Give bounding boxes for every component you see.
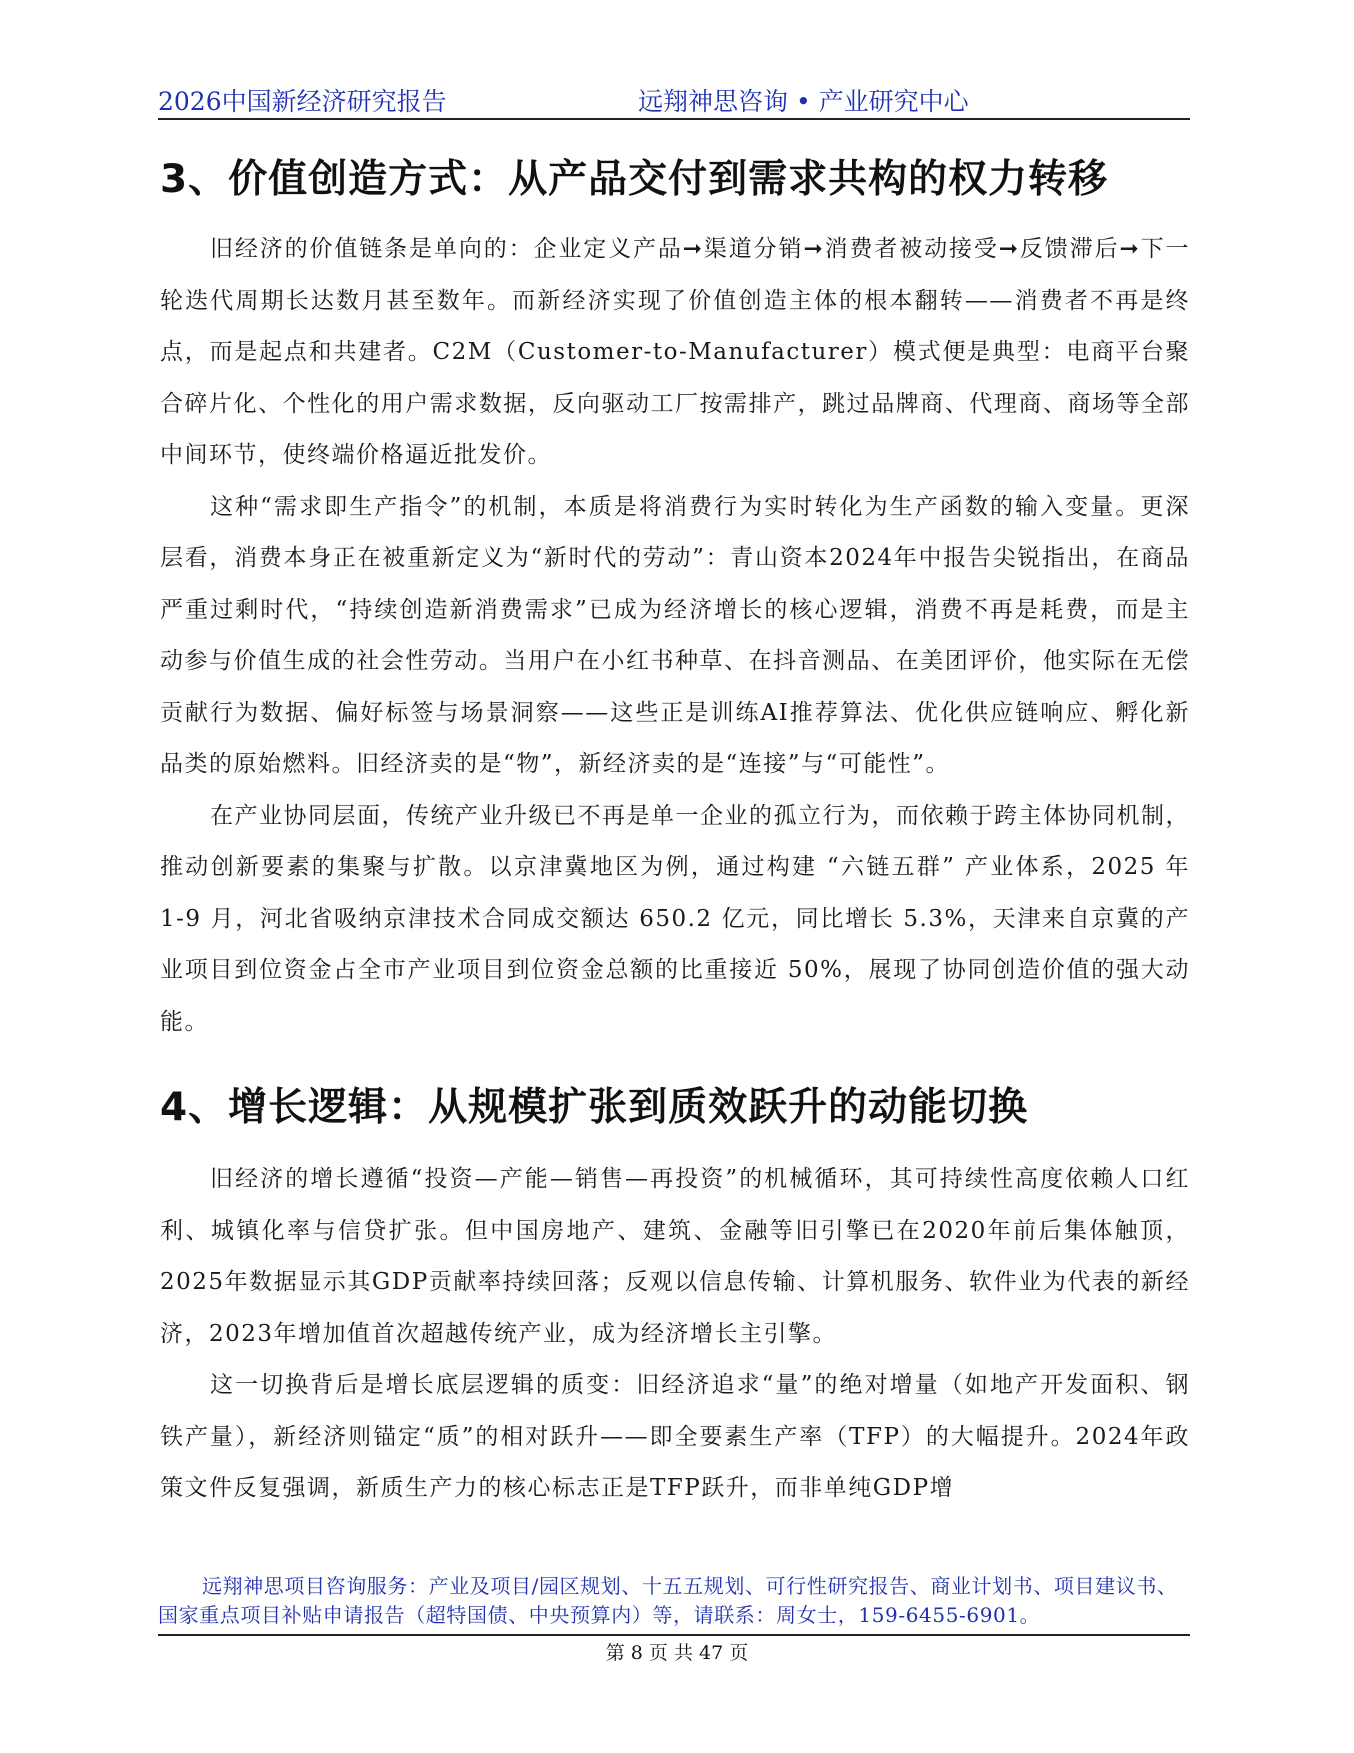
- main-content: [160, 150, 1190, 1515]
- section-3-paragraph-2: 这种“需求即生产指令”的机制，本质是将消费行为实时转化为生产函数的输入变量。更深层看，消费本身正在被重新定义为“新时代的劳动”：青山资本2024年中报告尖锐指出，在商品严重过剩时代，“持续创造新消费需求”已成为经济增长的核心逻辑，消费不再是耗费，而是主动参与价值生成的社会性劳动。当用户在小红书种草、在抖音测品、在美团评价，他实际在无偿贡献行为数据、偏好标签与场景洞察——这些正是训练AI推荐算法、优化供应链响应、孵化新品类的原始燃料。旧经济卖的是“物”，新经济卖的是“连接”与“可能性”。: [160, 493, 1190, 777]
- section-3-paragraph-3: 在产业协同层面，传统产业升级已不再是单一企业的孤立行为，而依赖于跨主体协同机制，推动创新要素的集聚与扩散。以京津冀地区为例，通过构建 “六链五群” 产业体系，2025 年 1-9 月，河北省吸纳京津技术合同成交额达 650.2 亿元，同比增长 5.3%，天津来自京冀的产业项目到位资金占全市产业项目到位资金总额的比重接近 50%，展现了协同创造价值的强大动能。: [160, 802, 1190, 1035]
- header-report-title: 2026中国新经济研究报告: [158, 87, 447, 116]
- section-3-title: 3、价值创造方式：从产品交付到需求共构的权力转移: [160, 157, 1109, 202]
- section-4-paragraph-2: 这一切换背后是增长底层逻辑的质变：旧经济追求“量”的绝对增量（如地产开发面积、钢铁产量），新经济则锚定“质”的相对跃升——即全要素生产率（TFP）的大幅提升。2024年政策文件反复强调，新质生产力的核心标志正是TFP跃升，而非单纯GDP增: [160, 1372, 1190, 1501]
- page-header: [158, 78, 1190, 120]
- page-number: 第 8 页 共 47 页: [605, 1642, 749, 1664]
- section-4-paragraph-1: 旧经济的增长遵循“投资—产能—销售—再投资”的机械循环，其可持续性高度依赖人口红利、城镇化率与信贷扩张。但中国房地产、建筑、金融等旧引擎已在2020年前后集体触顶，2025年数据显示其GDP贡献率持续回落；反观以信息传输、计算机服务、软件业为代表的新经济，2023年增加值首次超越传统产业，成为经济增长主引擎。: [160, 1166, 1190, 1347]
- section-3-paragraph-1: 旧经济的价值链条是单向的：企业定义产品➞渠道分销➞消费者被动接受➞反馈滞后➞下一轮迭代周期长达数月甚至数年。而新经济实现了价值创造主体的根本翻转——消费者不再是终点，而是起点和共建者。C2M（Customer-to-Manufacturer）模式便是典型：电商平台聚合碎片化、个性化的用户需求数据，反向驱动工厂按需排产，跳过品牌商、代理商、商场等全部中间环节，使终端价格逼近批发价。: [160, 236, 1190, 468]
- header-organization: 远翔神思咨询 • 产业研究中心: [638, 87, 969, 116]
- footer-contact-note: 远翔神思项目咨询服务：产业及项目/园区规划、十五五规划、可行性研究报告、商业计划书、项目建议书、国家重点项目补贴申请报告（超特国债、中央预算内）等，请联系：周女士，159-6455-6901。: [158, 1572, 1190, 1636]
- section-4-title: 4、增长逻辑：从规模扩张到质效跃升的动能切换: [160, 1085, 1029, 1130]
